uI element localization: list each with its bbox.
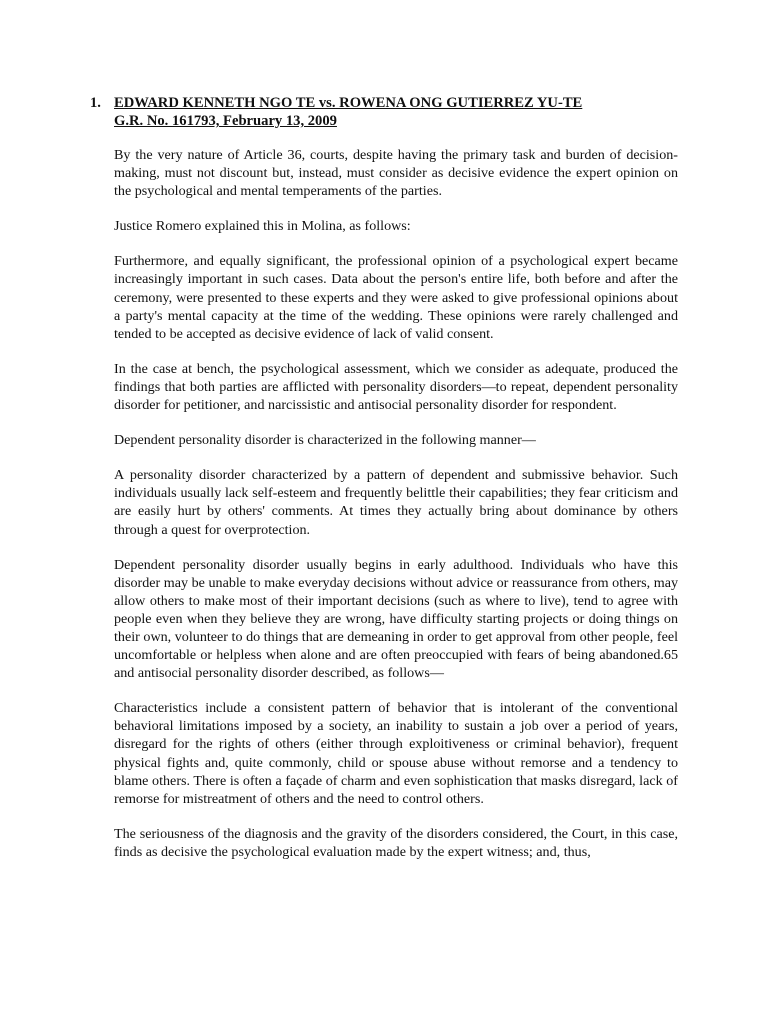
case-heading (90, 94, 690, 130)
paragraph: Dependent personality disorder usually begins in early adulthood. Individuals who have this disorder may be unable to make everyday decisions without advice or reassurance from others, may allow others to make most of their important decisions (such as where to live), tend to agree with people even when they believe they are wrong, have difficulty starting projects or doing things on their own, volunteer to do things that are demeaning in order to get approval from other people, feel uncomfortable or helpless when alone and are often preoccupied with fears of being abandoned.65 and antisocial personality disorder described, as follows— (114, 556, 678, 682)
paragraph: Dependent personality disorder is characterized in the following manner— (114, 432, 536, 449)
case-title: EDWARD KENNETH NGO TE vs. ROWENA ONG GUTIERREZ YU-TE (114, 95, 583, 111)
paragraph: By the very nature of Article 36, courts, despite having the primary task and burden of decision-making, must not discount but, instead, must consider as decisive evidence the expert opinion on the psychological and mental temperaments of the parties. (114, 147, 678, 200)
paragraph: In the case at bench, the psychological assessment, which we consider as adequate, produced the findings that both parties are afflicted with personality disorders—to repeat, dependent personality disorder for petitioner, and narcissistic and antisocial personality disorder for respondent. (114, 360, 678, 414)
paragraph: A personality disorder characterized by a pattern of dependent and submissive behavior. Such individuals usually lack self-esteem and frequently belittle their capabilities; they fear criticism and are easily hurt by others' comments. At times they actually bring about dominance by others through a quest for overprotection. (114, 467, 678, 538)
paragraph: Furthermore, and equally significant, the professional opinion of a psychological expert became increasingly important in such cases. Data about the person's entire life, both before and after the ceremony, were presented to these experts and they were asked to give professional opinions about a party's mental capacity at the time of the wedding. These opinions were rarely challenged and tended to be accepted as decisive evidence of lack of valid consent. (114, 253, 678, 342)
paragraph: Justice Romero explained this in Molina, as follows: (114, 218, 411, 235)
paragraph: The seriousness of the diagnosis and the gravity of the disorders considered, the Court, in this case, finds as decisive the psychological evaluation made by the expert witness; and, thus, (114, 825, 678, 860)
paragraph: Characteristics include a consistent pattern of behavior that is intolerant of the conventional behavioral limitations imposed by a society, an inability to sustain a job over a period of years, disregard for the rights of others (either through exploitiveness or criminal behavior), frequent physical fights and, quite commonly, child or spouse abuse without remorse and a tendency to blame others. There is often a façade of charm and even sophistication that masks disregard, lack of remorse for mistreatment of others and the need to control others. (114, 700, 678, 807)
document-body (114, 146, 678, 878)
case-citation: G.R. No. 161793, February 13, 2009 (114, 113, 337, 129)
case-number: 1. (90, 95, 101, 111)
